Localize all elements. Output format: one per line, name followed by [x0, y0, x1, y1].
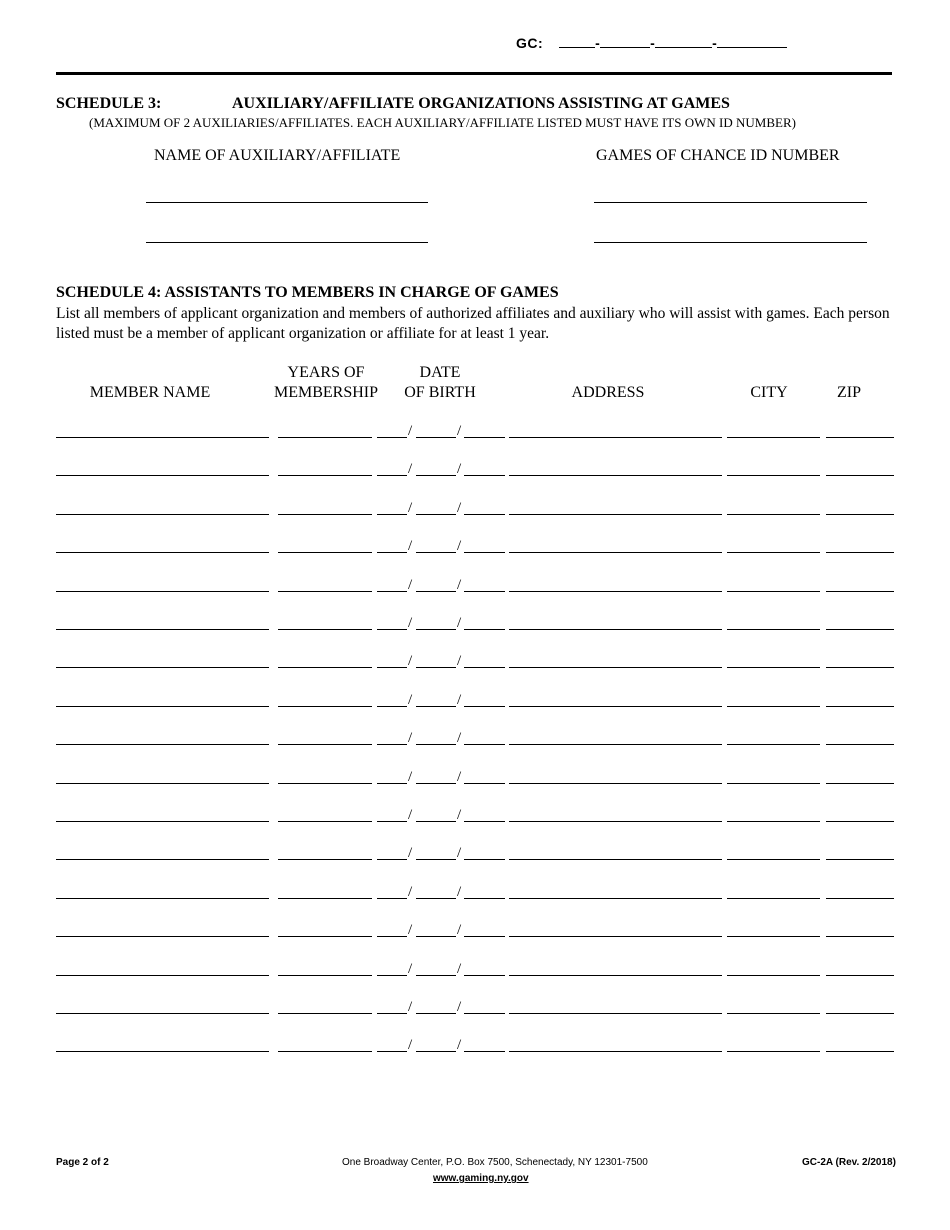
birth-month-field[interactable] [377, 975, 407, 976]
schedule3-note: (MAXIMUM OF 2 AUXILIARIES/AFFILIATES. EACH AUXILIARY/AFFILIATE LISTED MUST HAVE ITS OWN ID NUMBER) [89, 115, 796, 130]
auxiliary-name-field-1[interactable] [146, 202, 428, 203]
city-field[interactable] [727, 514, 820, 515]
zip-field[interactable] [826, 859, 894, 860]
date-separator: / [408, 653, 413, 670]
date-separator: / [457, 615, 462, 631]
date-separator: / [457, 922, 462, 939]
date-separator: / [457, 1037, 462, 1054]
member-name-field[interactable] [56, 475, 269, 476]
date-separator: / [457, 730, 462, 747]
member-name-field[interactable] [56, 744, 269, 745]
member-name-field[interactable] [56, 821, 269, 822]
header-divider [56, 72, 892, 75]
years-membership-field[interactable] [278, 936, 372, 937]
member-name-field[interactable] [56, 514, 269, 515]
birth-year-field[interactable] [464, 783, 505, 784]
date-separator: / [408, 538, 413, 555]
date-separator: / [408, 576, 413, 593]
date-separator: / [408, 499, 413, 516]
date-separator: / [408, 999, 413, 1015]
date-separator: / [457, 499, 462, 516]
birth-day-field[interactable] [416, 936, 456, 937]
birth-month-field[interactable] [377, 591, 407, 592]
birth-month-field[interactable] [377, 859, 407, 860]
zip-field[interactable] [826, 783, 894, 784]
games-of-chance-id-field-2[interactable] [594, 242, 867, 243]
zip-field[interactable] [826, 975, 894, 976]
birth-day-field[interactable] [416, 1051, 456, 1052]
birth-day-field[interactable] [416, 437, 456, 438]
zip-field[interactable] [826, 514, 894, 515]
birth-day-field[interactable] [416, 975, 456, 976]
birth-year-field[interactable] [464, 629, 505, 630]
city-field[interactable] [727, 859, 820, 860]
schedule4-title: SCHEDULE 4: ASSISTANTS TO MEMBERS IN CHARGE OF GAMES [56, 284, 559, 301]
address-field[interactable] [509, 1013, 722, 1014]
years-membership-field[interactable] [278, 975, 372, 976]
years-membership-field[interactable] [278, 1051, 372, 1052]
member-name-field[interactable] [56, 706, 269, 707]
auxiliary-name-field-2[interactable] [146, 242, 428, 243]
date-separator: / [457, 960, 462, 977]
address-field[interactable] [509, 783, 722, 784]
zip-field[interactable] [826, 706, 894, 707]
city-field[interactable] [727, 975, 820, 976]
birth-year-field[interactable] [464, 475, 505, 476]
birth-month-field[interactable] [377, 1013, 407, 1014]
zip-field[interactable] [826, 591, 894, 592]
birth-year-field[interactable] [464, 898, 505, 899]
birth-day-field[interactable] [416, 898, 456, 899]
years-membership-field[interactable] [278, 552, 372, 553]
date-separator: / [457, 807, 462, 823]
table-row [0, 768, 950, 803]
zip-field[interactable] [826, 437, 894, 438]
address-field[interactable] [509, 552, 722, 553]
date-separator: / [408, 960, 413, 977]
zip-header: ZIP [837, 384, 861, 401]
table-row [0, 499, 950, 534]
member-name-field[interactable] [56, 629, 269, 630]
birth-day-field[interactable] [416, 629, 456, 630]
agency-address: One Broadway Center, P.O. Box 7500, Schenectady, NY 12301-7500 [342, 1157, 648, 1168]
address-field[interactable] [509, 706, 722, 707]
birth-month-field[interactable] [377, 936, 407, 937]
schedule4-description: List all members of applicant organization and members of authorized affiliates and auxiliary who will assist with games. Each person listed must be a member of applicant organization or affiliate for at least 1 year. [56, 305, 890, 342]
date-separator: / [408, 845, 413, 862]
years-membership-header-line1: YEARS OF [287, 364, 365, 381]
birth-day-field[interactable] [416, 1013, 456, 1014]
date-separator: / [457, 653, 462, 670]
city-field[interactable] [727, 936, 820, 937]
city-field[interactable] [727, 744, 820, 745]
city-header: CITY [750, 384, 788, 401]
table-row [0, 730, 950, 764]
address-field[interactable] [509, 744, 722, 745]
zip-field[interactable] [826, 898, 894, 899]
member-name-field[interactable] [56, 783, 269, 784]
birth-month-field[interactable] [377, 706, 407, 707]
years-membership-field[interactable] [278, 706, 372, 707]
gc-label: GC: [516, 35, 544, 51]
birth-year-field[interactable] [464, 1013, 505, 1014]
birth-year-field[interactable] [464, 706, 505, 707]
city-field[interactable] [727, 667, 820, 668]
date-separator: / [457, 423, 462, 439]
birth-day-field[interactable] [416, 783, 456, 784]
address-field[interactable] [509, 629, 722, 630]
address-field[interactable] [509, 514, 722, 515]
address-header: ADDRESS [571, 384, 645, 401]
years-membership-field[interactable] [278, 514, 372, 515]
date-separator: / [457, 768, 462, 785]
table-row [0, 883, 950, 918]
city-field[interactable] [727, 1051, 820, 1052]
birth-month-field[interactable] [377, 475, 407, 476]
address-field[interactable] [509, 437, 722, 438]
address-field[interactable] [509, 475, 722, 476]
member-name-field[interactable] [56, 898, 269, 899]
date-of-birth-header-line1: DATE [419, 364, 461, 381]
member-name-field[interactable] [56, 936, 269, 937]
member-name-header: MEMBER NAME [89, 384, 211, 401]
city-field[interactable] [727, 821, 820, 822]
birth-month-field[interactable] [377, 629, 407, 630]
date-separator: / [408, 691, 413, 708]
table-row [0, 691, 950, 726]
zip-field[interactable] [826, 1013, 894, 1014]
table-row [0, 423, 950, 457]
city-field[interactable] [727, 898, 820, 899]
address-field[interactable] [509, 821, 722, 822]
birth-year-field[interactable] [464, 591, 505, 592]
zip-field[interactable] [826, 552, 894, 553]
table-row [0, 538, 950, 572]
birth-day-field[interactable] [416, 514, 456, 515]
date-separator: / [408, 922, 413, 939]
date-separator: / [457, 999, 462, 1015]
gc-dash: - [595, 35, 600, 51]
birth-day-field[interactable] [416, 552, 456, 553]
birth-month-field[interactable] [377, 667, 407, 668]
member-name-field[interactable] [56, 1051, 269, 1052]
address-field[interactable] [509, 591, 722, 592]
table-row [0, 807, 950, 841]
zip-field[interactable] [826, 936, 894, 937]
date-of-birth-header-line2: OF BIRTH [404, 384, 476, 401]
table-row [0, 615, 950, 649]
address-field[interactable] [509, 936, 722, 937]
birth-month-field[interactable] [377, 744, 407, 745]
city-field[interactable] [727, 1013, 820, 1014]
website-link[interactable]: www.gaming.ny.gov [433, 1173, 529, 1184]
birth-year-field[interactable] [464, 437, 505, 438]
years-membership-field[interactable] [278, 744, 372, 745]
birth-day-field[interactable] [416, 475, 456, 476]
table-row [0, 845, 950, 879]
zip-field[interactable] [826, 475, 894, 476]
date-separator: / [457, 691, 462, 708]
years-membership-field[interactable] [278, 667, 372, 668]
date-separator: / [457, 461, 462, 478]
birth-month-field[interactable] [377, 898, 407, 899]
member-name-field[interactable] [56, 667, 269, 668]
table-row [0, 461, 950, 495]
zip-field[interactable] [826, 744, 894, 745]
city-field[interactable] [727, 591, 820, 592]
gc-dash: - [712, 35, 717, 51]
address-field[interactable] [509, 975, 722, 976]
years-membership-field[interactable] [278, 1013, 372, 1014]
gc-dash: - [650, 35, 655, 51]
address-field[interactable] [509, 1051, 722, 1052]
date-separator: / [457, 845, 462, 862]
city-field[interactable] [727, 783, 820, 784]
table-row [0, 960, 950, 995]
table-row [0, 922, 950, 956]
schedule3-label: SCHEDULE 3: [56, 95, 162, 112]
years-membership-field[interactable] [278, 859, 372, 860]
birth-day-field[interactable] [416, 744, 456, 745]
birth-day-field[interactable] [416, 591, 456, 592]
birth-month-field[interactable] [377, 514, 407, 515]
member-name-field[interactable] [56, 859, 269, 860]
birth-month-field[interactable] [377, 821, 407, 822]
zip-field[interactable] [826, 629, 894, 630]
city-field[interactable] [727, 552, 820, 553]
date-separator: / [408, 883, 413, 900]
table-row [0, 653, 950, 687]
date-separator: / [408, 807, 413, 823]
games-of-chance-id-header: GAMES OF CHANCE ID NUMBER [596, 147, 840, 164]
years-membership-field[interactable] [278, 898, 372, 899]
date-separator: / [408, 615, 413, 631]
birth-day-field[interactable] [416, 706, 456, 707]
birth-month-field[interactable] [377, 783, 407, 784]
date-separator: / [457, 576, 462, 593]
birth-year-field[interactable] [464, 514, 505, 515]
date-separator: / [408, 730, 413, 747]
birth-month-field[interactable] [377, 552, 407, 553]
form-identifier: GC-2A (Rev. 2/2018) [802, 1157, 896, 1168]
member-name-field[interactable] [56, 437, 269, 438]
birth-year-field[interactable] [464, 667, 505, 668]
city-field[interactable] [727, 475, 820, 476]
years-membership-field[interactable] [278, 591, 372, 592]
years-membership-field[interactable] [278, 437, 372, 438]
zip-field[interactable] [826, 667, 894, 668]
zip-field[interactable] [826, 1051, 894, 1052]
date-separator: / [457, 538, 462, 555]
table-row [0, 576, 950, 611]
date-separator: / [408, 1037, 413, 1054]
schedule3-title: AUXILIARY/AFFILIATE ORGANIZATIONS ASSISTING AT GAMES [232, 95, 730, 112]
gc-segment-2[interactable] [600, 34, 650, 48]
city-field[interactable] [727, 437, 820, 438]
birth-day-field[interactable] [416, 821, 456, 822]
years-membership-field[interactable] [278, 783, 372, 784]
birth-year-field[interactable] [464, 552, 505, 553]
birth-month-field[interactable] [377, 437, 407, 438]
member-name-field[interactable] [56, 1013, 269, 1014]
zip-field[interactable] [826, 821, 894, 822]
date-separator: / [408, 423, 413, 439]
date-separator: / [408, 768, 413, 785]
auxiliary-name-header: NAME OF AUXILIARY/AFFILIATE [154, 147, 401, 164]
city-field[interactable] [727, 706, 820, 707]
member-name-field[interactable] [56, 591, 269, 592]
gc-segment-4[interactable] [717, 34, 787, 48]
birth-month-field[interactable] [377, 1051, 407, 1052]
date-separator: / [457, 883, 462, 900]
years-membership-field[interactable] [278, 629, 372, 630]
date-separator: / [408, 461, 413, 478]
games-of-chance-id-field-1[interactable] [594, 202, 867, 203]
address-field[interactable] [509, 667, 722, 668]
years-membership-field[interactable] [278, 821, 372, 822]
member-name-field[interactable] [56, 975, 269, 976]
years-membership-header-line2: MEMBERSHIP [273, 384, 379, 401]
birth-year-field[interactable] [464, 821, 505, 822]
birth-year-field[interactable] [464, 859, 505, 860]
gc-number-field [516, 34, 787, 51]
birth-day-field[interactable] [416, 859, 456, 860]
gc-segment-1[interactable] [559, 34, 595, 48]
address-field[interactable] [509, 898, 722, 899]
table-row [0, 1037, 950, 1071]
birth-year-field[interactable] [464, 744, 505, 745]
city-field[interactable] [727, 629, 820, 630]
table-row [0, 999, 950, 1033]
birth-year-field[interactable] [464, 936, 505, 937]
page-number: Page 2 of 2 [56, 1157, 109, 1168]
member-name-field[interactable] [56, 552, 269, 553]
birth-day-field[interactable] [416, 667, 456, 668]
address-field[interactable] [509, 859, 722, 860]
gc-segment-3[interactable] [655, 34, 712, 48]
birth-year-field[interactable] [464, 1051, 505, 1052]
years-membership-field[interactable] [278, 475, 372, 476]
birth-year-field[interactable] [464, 975, 505, 976]
